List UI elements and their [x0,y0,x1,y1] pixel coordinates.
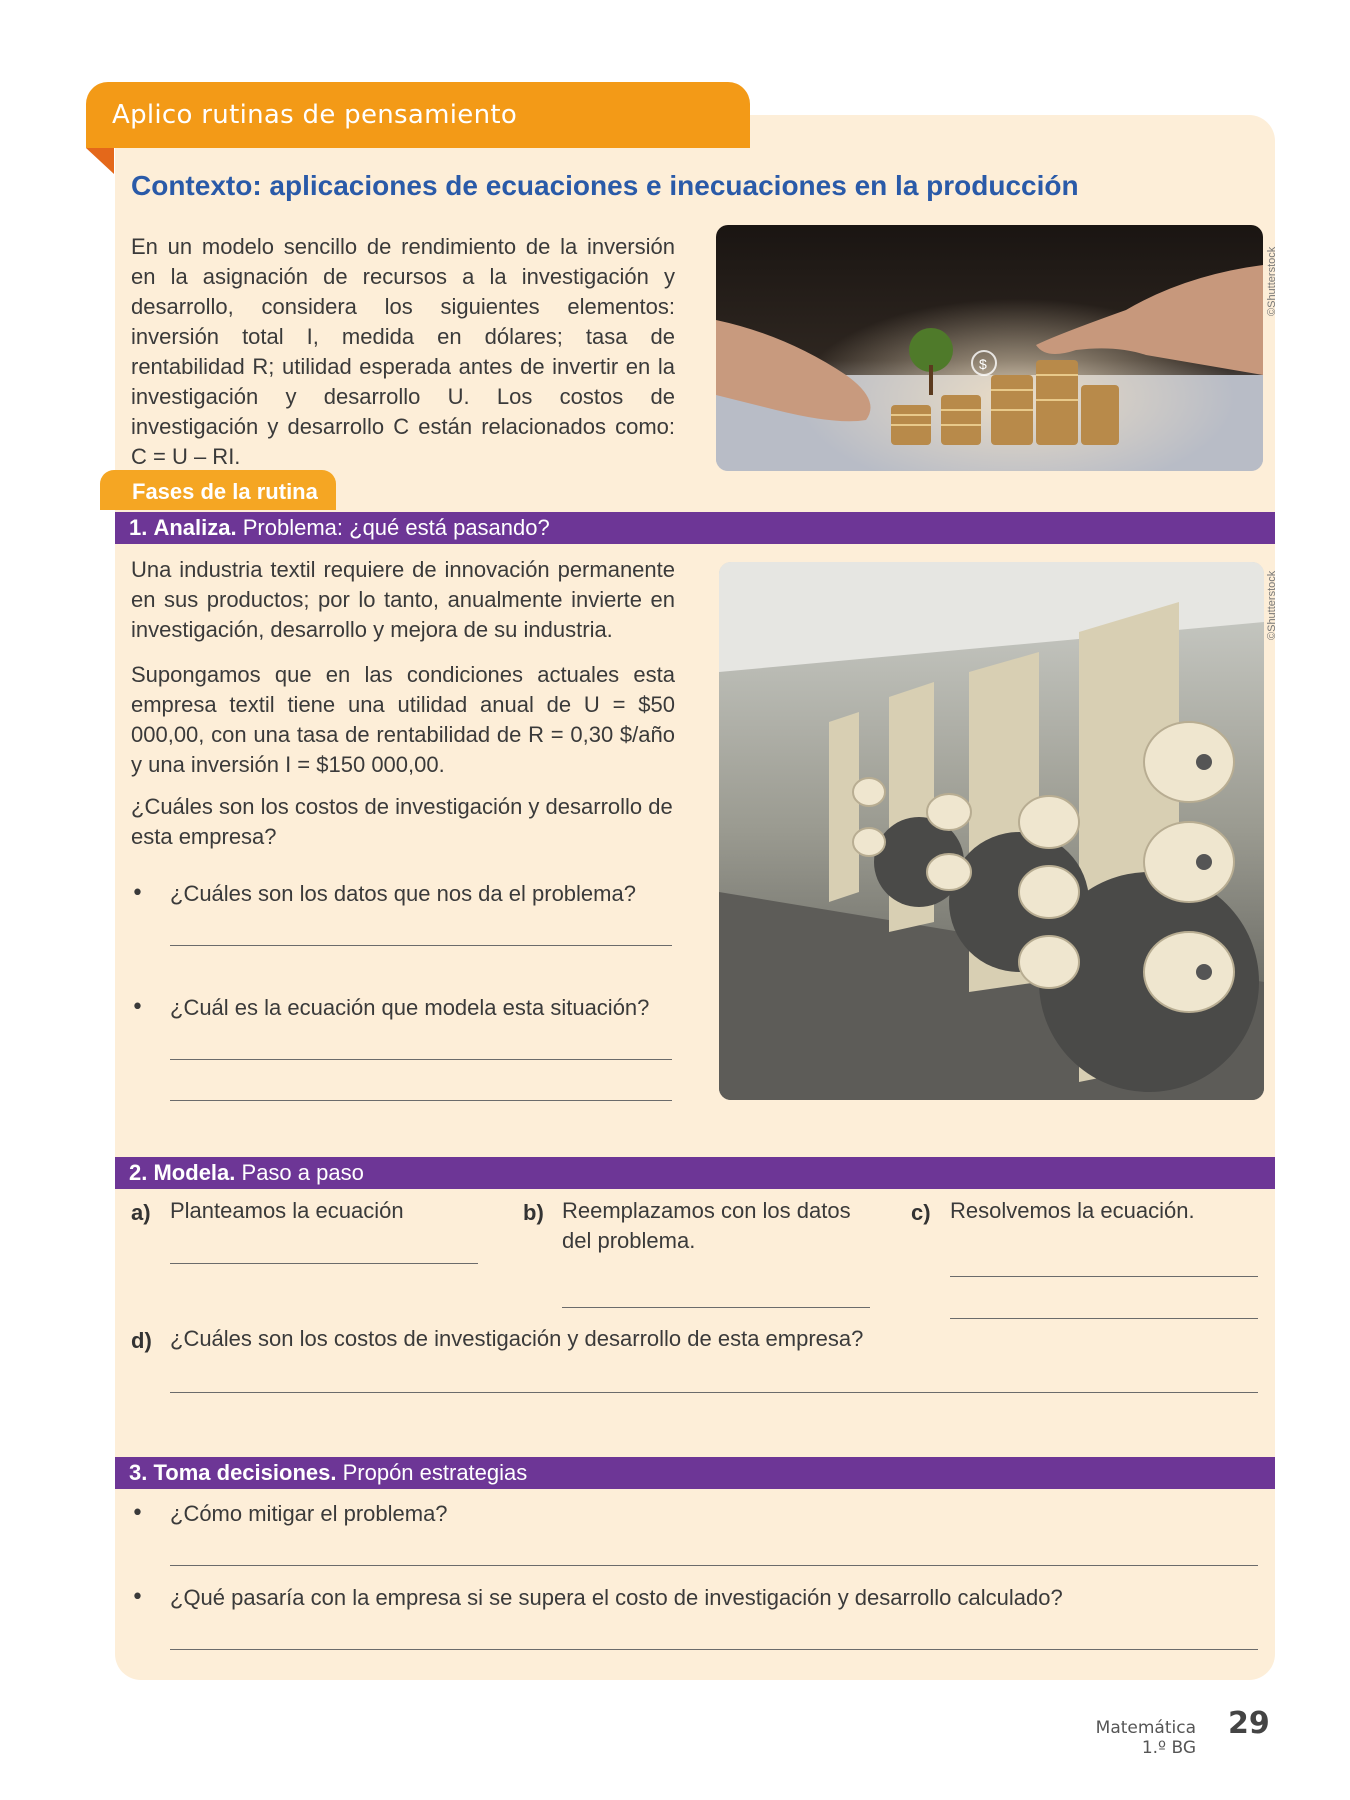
section1-title: Problema: ¿qué está pasando? [242,515,550,540]
photo-credit-1: ©Shutterstock [1266,246,1278,316]
bullet-icon: • [131,995,144,1020]
item-b-label: b) [523,1200,544,1225]
footer-grade: 1.º BG [1141,1738,1196,1758]
page-number: 29 [1228,1706,1270,1741]
textile-factory-photo [719,562,1264,1100]
answer-line[interactable] [170,1565,1258,1566]
page-title: Contexto: aplicaciones de ecuaciones e inecuaciones en la producción [131,170,1079,201]
answer-line[interactable] [170,945,672,946]
section2-title: Paso a paso [241,1160,364,1185]
section3-bold-title: Toma decisiones. [153,1460,337,1485]
section3-question-2: ¿Qué pasaría con la empresa si se supera el costo de investigación y desarrollo calculado? [170,1585,1063,1610]
footer-subject-name: Matemática [1095,1718,1196,1738]
item-c-text: Resolvemos la ecuación. [950,1198,1195,1223]
section1-question-1: ¿Cuáles son los datos que nos da el problema? [170,881,636,906]
item-d-label: d) [131,1328,152,1353]
photo-credit-2: ©Shutterstock [1266,570,1278,640]
section1-number: 1. [129,515,148,540]
section2-bold-title: Modela. [153,1160,236,1185]
section1-paragraph-1: Una industria textil requiere de innovación permanente en sus productos; por lo tanto, anualmente invierte en investigación, desarrollo y mejora de su industria. [131,557,675,642]
section1-question-2: ¿Cuál es la ecuación que modela esta situación? [170,995,650,1020]
answer-line[interactable] [950,1318,1258,1319]
bullet-icon: • [131,881,144,906]
bullet-icon: • [131,1501,144,1526]
investment-photo [716,225,1263,471]
section3-title: Propón estrategias [342,1460,528,1485]
section1-paragraph-2: Supongamos que en las condiciones actuales esta empresa textil tiene una utilidad anual de U = $50 000,00, con una tasa de rentabilidad de R = 0,30 $/año y una inversión I = $150 000,00. [131,662,675,777]
section1-paragraph-3: ¿Cuáles son los costos de investigación y desarrollo de esta empresa? [131,794,673,849]
item-a-text: Planteamos la ecuación [170,1198,404,1223]
svg-text:$: $ [979,356,987,372]
answer-line[interactable] [562,1307,870,1308]
section3-question-1: ¿Cómo mitigar el problema? [170,1501,448,1526]
intro-paragraph: En un modelo sencillo de rendimiento de la inversión en la asignación de recursos a la investigación y desarrollo, considera los siguientes elementos: inversión total I, medida en dólares; tasa de rentabilidad R; utilidad esperada antes de invertir en la investigación y desarrollo U. Los costos de investigación y desarrollo C están relacionados como: C = U – RI. [131,234,675,469]
answer-line[interactable] [170,1059,672,1060]
answer-line[interactable] [170,1392,1258,1393]
section2-header [115,1157,1275,1189]
section1-bold-title: Analiza. [153,515,237,540]
item-a-label: a) [131,1200,151,1225]
footer-subject [1096,1718,1196,1758]
section3-header [115,1457,1275,1489]
section1-header [115,512,1275,544]
item-b-text: Reemplazamos con los datos del problema. [562,1198,851,1253]
item-c-label: c) [911,1200,931,1225]
item-d-text: ¿Cuáles son los costos de investigación y desarrollo de esta empresa? [170,1326,864,1351]
bullet-icon: • [131,1585,144,1610]
answer-line[interactable] [170,1263,478,1264]
section3-number: 3. [129,1460,148,1485]
section2-number: 2. [129,1160,148,1185]
header-fold-decoration [86,148,114,174]
phases-tab: Fases de la rutina [100,470,336,510]
section-header-tab: Aplico rutinas de pensamiento [86,82,750,148]
answer-line[interactable] [950,1276,1258,1277]
answer-line[interactable] [170,1649,1258,1650]
answer-line[interactable] [170,1100,672,1101]
